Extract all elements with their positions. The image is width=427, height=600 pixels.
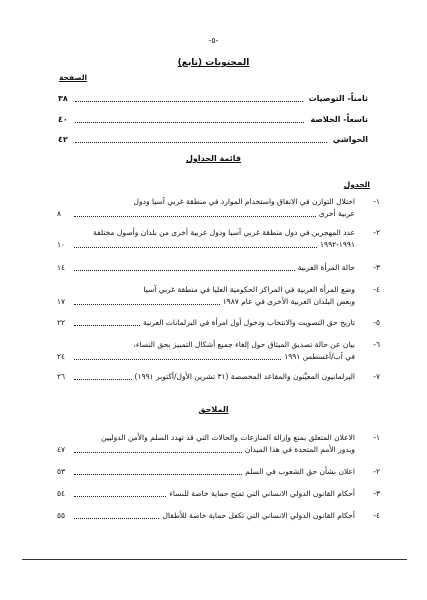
entry-number: ٢- xyxy=(373,228,380,237)
dot-leader xyxy=(74,518,159,519)
entry-page: ١٠ xyxy=(57,239,66,249)
entry-line: اختلال التوازن في الانفاق واستخدام الموارد في منطقة غربي آسيا ودول xyxy=(133,197,355,206)
toc-label: الحواشي xyxy=(332,134,368,144)
page-title: المحتويات (تابع) xyxy=(177,58,250,68)
dot-leader xyxy=(74,496,166,497)
entry-line: حالة المرأة العربية xyxy=(297,263,355,272)
toc-page: ٣٨ xyxy=(58,93,68,103)
dot-leader xyxy=(74,216,316,217)
annex-entry xyxy=(57,488,380,500)
entry-line: عدد المهجرين في دول منطقة غربي آسيا ودول عربية أخرى من بلدان وأصول مختلفة xyxy=(93,228,355,237)
table-entry xyxy=(57,196,380,219)
dot-leader xyxy=(74,359,281,360)
entry-line: بيان عن حالة تصديق الميثاق حول إلغاء جميع أشكال التمييز بحق النساء، xyxy=(133,340,355,349)
dot-leader xyxy=(74,304,220,305)
entry-page: ٢٤ xyxy=(57,351,66,361)
annex-entry xyxy=(57,466,380,478)
table-entry xyxy=(57,227,380,250)
entry-line: أحكام القانون الدولي الانساني التي تمنح حماية خاصة للنساء xyxy=(169,489,355,498)
page-number: -٥- xyxy=(208,36,219,45)
table-column-header: الجدول xyxy=(343,180,370,189)
entry-line: وبعض البلدان العربية الأخرى في عام ١٩٨٧ xyxy=(222,296,355,306)
dot-leader xyxy=(75,122,304,123)
toc-entry-notes xyxy=(58,133,368,145)
annex-entry xyxy=(57,432,380,455)
tables-section-title: قائمة الجداول xyxy=(185,154,242,163)
entry-page: ٢٦ xyxy=(57,372,66,381)
table-entry xyxy=(57,371,380,383)
entry-line: في آب/أغسطس ١٩٩١ xyxy=(284,351,355,361)
dot-leader xyxy=(74,270,295,271)
entry-line: عربية أخرى xyxy=(318,208,355,218)
toc-page: ٤٢ xyxy=(58,134,68,144)
entry-page: ٥٥ xyxy=(57,511,66,520)
entry-number: ١- xyxy=(373,433,380,442)
entry-page: ٢٢ xyxy=(57,318,66,327)
entry-page: ٨ xyxy=(57,208,62,218)
entry-number: ٧- xyxy=(373,372,380,381)
entry-line: الاعلان المتعلق بمنع وإزالة المنازعات والحالات التي قد تهدد السلم والأمن الدوليين xyxy=(101,433,355,442)
entry-line: البرلمانيون المعيَّنون والمقاعد المخصصة (٣١ تشرين الأول/أكتوبر ١٩٩١) xyxy=(134,372,355,381)
toc-label: تاسعاً- الخلاصة xyxy=(310,114,368,124)
entry-number: ٢- xyxy=(373,467,380,476)
annex-entry xyxy=(57,510,380,522)
annexes-section-title: الملاحق xyxy=(198,405,229,414)
toc-entry-recommendations xyxy=(58,92,368,104)
table-entry xyxy=(57,262,380,274)
dot-leader xyxy=(74,474,242,475)
toc-entry-conclusion xyxy=(58,113,368,125)
entry-number: ٦- xyxy=(373,340,380,349)
table-entry xyxy=(57,317,380,329)
entry-number: ٣- xyxy=(373,489,380,498)
bottom-rule xyxy=(22,559,407,560)
entry-number: ٤- xyxy=(373,511,380,520)
entry-line: اعلان بشأن حق الشعوب في السلم xyxy=(245,467,355,476)
entry-number: ٣- xyxy=(373,263,380,272)
entry-page: ٥٤ xyxy=(57,489,66,498)
toc-page: ٤٠ xyxy=(58,114,68,124)
entry-number: ٤- xyxy=(373,285,380,294)
dot-leader xyxy=(75,142,327,143)
dot-leader xyxy=(74,452,242,453)
entry-line: أحكام القانون الدولي الانساني التي تكفل حماية خاصة للأطفال xyxy=(162,511,355,520)
table-entry xyxy=(57,284,380,307)
entry-number: ٥- xyxy=(373,318,380,327)
entry-page: ٥٣ xyxy=(57,467,66,476)
page-column-header: الصفحة xyxy=(59,73,88,82)
dot-leader xyxy=(74,325,140,326)
dot-leader xyxy=(74,247,317,248)
entry-page: ٤٧ xyxy=(57,444,66,454)
toc-label: ثامناً- التوصيات xyxy=(308,93,368,103)
entry-line: تاريخ حق التصويت والانتخاب ودخول أول امرأة في البرلمانات العربية xyxy=(142,318,355,327)
entry-line: وضع المرأة العربية في المراكز الحكومية العليا في منطقة غربي آسيا xyxy=(143,285,355,294)
entry-line: وبدور الأمم المتحدة في هذا الميدان xyxy=(244,444,355,454)
entry-number: ١- xyxy=(373,197,380,206)
entry-line: ١٩٩١-١٩٩٢ xyxy=(320,239,355,249)
entry-page: ١٤ xyxy=(57,263,66,272)
entry-page: ١٧ xyxy=(57,296,66,306)
table-entry xyxy=(57,339,380,362)
dot-leader xyxy=(75,101,303,102)
dot-leader xyxy=(74,379,132,380)
